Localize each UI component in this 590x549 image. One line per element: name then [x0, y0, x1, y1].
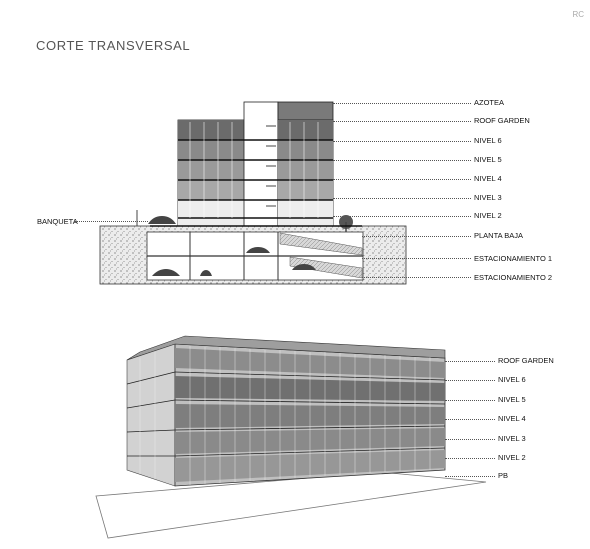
- car-icon: [148, 216, 176, 224]
- left-wing: [178, 120, 244, 226]
- page-title: CORTE TRANSVERSAL: [36, 38, 191, 53]
- section-label-azotea: AZOTEA: [474, 98, 505, 107]
- section-label-roof-garden: ROOF GARDEN: [474, 116, 530, 125]
- perspective-label-nivel-2: NIVEL 2: [498, 453, 526, 462]
- right-wing: [278, 102, 333, 226]
- perspective-label-pb: PB: [498, 471, 509, 480]
- perspective-label-nivel-3: NIVEL 3: [498, 434, 526, 443]
- section-label-estacionamiento-2: ESTACIONAMIENTO 2: [474, 273, 553, 282]
- section-label-nivel-6: NIVEL 6: [474, 136, 502, 145]
- perspective-label-nivel-4: NIVEL 4: [498, 414, 526, 423]
- corner-mark: RC: [572, 10, 584, 19]
- side-facade: [127, 344, 175, 486]
- perspective-label-nivel-5: NIVEL 5: [498, 395, 526, 404]
- ground-plane: [96, 472, 486, 538]
- perspective-label-nivel-6: NIVEL 6: [498, 375, 526, 384]
- section-label-banqueta: BANQUETA: [37, 217, 78, 226]
- section-label-estacionamiento-1: ESTACIONAMIENTO 1: [474, 254, 553, 263]
- section-label-nivel-5: NIVEL 5: [474, 155, 502, 164]
- perspective-drawing: [96, 336, 486, 538]
- core: [244, 102, 278, 226]
- section-label-nivel-2: NIVEL 2: [474, 211, 502, 220]
- section-label-nivel-3: NIVEL 3: [474, 193, 502, 202]
- section-label-planta-baja: PLANTA BAJA: [474, 231, 524, 240]
- perspective-label-roof-garden: ROOF GARDEN: [498, 356, 554, 365]
- section-label-nivel-4: NIVEL 4: [474, 174, 502, 183]
